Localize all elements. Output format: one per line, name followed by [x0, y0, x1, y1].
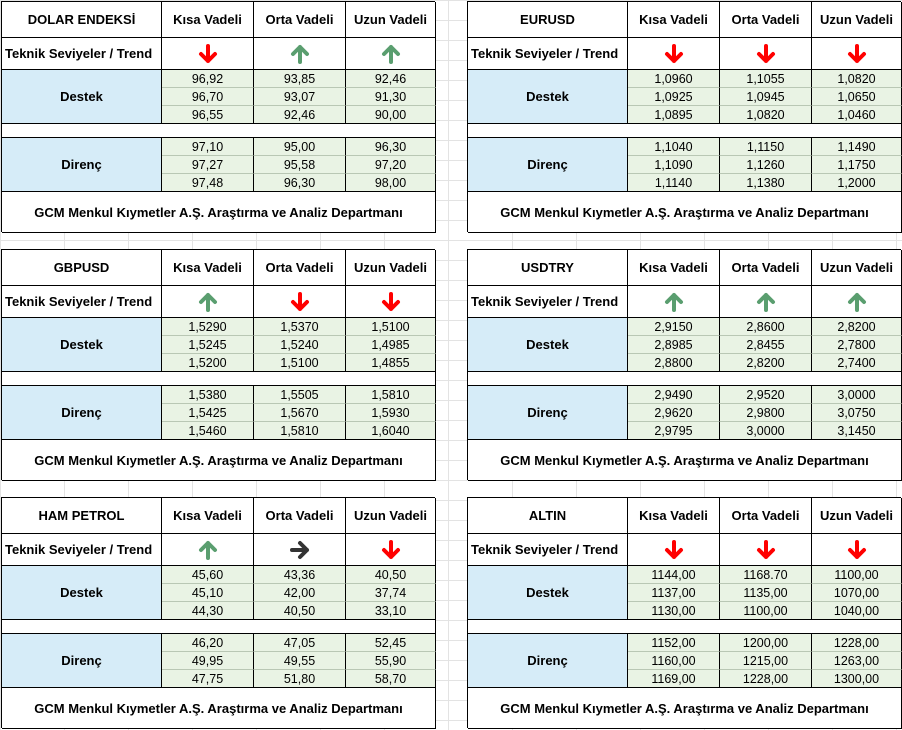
resistance-label: Direnç: [468, 386, 628, 440]
resistance-value: 2,9620: [628, 404, 720, 422]
resistance-value: 1,5810: [346, 386, 436, 404]
footer-note: GCM Menkul Kıymetler A.Ş. Araştırma ve Analiz Departmanı: [468, 192, 902, 233]
panel-gbpusd: [1, 249, 435, 480]
column-header: Orta Vadeli: [720, 250, 812, 286]
resistance-value: 1,1750: [812, 156, 902, 174]
resistance-value: 1263,00: [812, 652, 902, 670]
trend-cell: [162, 286, 254, 318]
resistance-value: 1169,00: [628, 670, 720, 688]
resistance-value: 1152,00: [628, 634, 720, 652]
trend-cell: [162, 534, 254, 566]
footer-note: GCM Menkul Kıymetler A.Ş. Araştırma ve Analiz Departmanı: [2, 192, 436, 233]
resistance-label: Direnç: [2, 386, 162, 440]
resistance-value: 1,5505: [254, 386, 346, 404]
support-value: 90,00: [346, 106, 436, 124]
resistance-value: 97,10: [162, 138, 254, 156]
trend-label: Teknik Seviyeler / Trend: [468, 38, 628, 70]
arrow-down-icon: [380, 291, 402, 313]
resistance-value: 51,80: [254, 670, 346, 688]
trend-label: Teknik Seviyeler / Trend: [2, 534, 162, 566]
resistance-value: 1,6040: [346, 422, 436, 440]
support-value: 37,74: [346, 584, 436, 602]
arrow-down-icon: [846, 539, 868, 561]
trend-cell: [628, 534, 720, 566]
resistance-value: 47,05: [254, 634, 346, 652]
support-value: 1070,00: [812, 584, 902, 602]
arrow-down-icon: [846, 43, 868, 65]
trend-cell: [812, 534, 902, 566]
column-header: Uzun Vadeli: [812, 498, 902, 534]
arrow-up-icon: [197, 291, 219, 313]
support-value: 1,4855: [346, 354, 436, 372]
support-value: 1,0960: [628, 70, 720, 88]
support-value: 1135,00: [720, 584, 812, 602]
column-header: Uzun Vadeli: [812, 250, 902, 286]
resistance-value: 1,5380: [162, 386, 254, 404]
footer-note: GCM Menkul Kıymetler A.Ş. Araştırma ve Analiz Departmanı: [2, 688, 436, 729]
resistance-value: 1,5460: [162, 422, 254, 440]
resistance-value: 1228,00: [812, 634, 902, 652]
trend-label: Teknik Seviyeler / Trend: [468, 286, 628, 318]
support-value: 1,0895: [628, 106, 720, 124]
arrow-up-icon: [755, 291, 777, 313]
trend-cell: [628, 38, 720, 70]
resistance-value: 1215,00: [720, 652, 812, 670]
support-value: 1168.70: [720, 566, 812, 584]
resistance-value: 3,0750: [812, 404, 902, 422]
support-value: 93,85: [254, 70, 346, 88]
resistance-value: 1,1040: [628, 138, 720, 156]
support-value: 1,5100: [254, 354, 346, 372]
column-header: Uzun Vadeli: [346, 2, 436, 38]
support-value: 1100,00: [720, 602, 812, 620]
support-label: Destek: [2, 318, 162, 372]
support-value: 45,60: [162, 566, 254, 584]
trend-label: Teknik Seviyeler / Trend: [2, 38, 162, 70]
trend-label: Teknik Seviyeler / Trend: [2, 286, 162, 318]
column-header: Uzun Vadeli: [812, 2, 902, 38]
support-value: 1144,00: [628, 566, 720, 584]
support-value: 43,36: [254, 566, 346, 584]
support-value: 44,30: [162, 602, 254, 620]
resistance-value: 2,9520: [720, 386, 812, 404]
spacer-row: [2, 620, 436, 634]
trend-cell: [346, 286, 436, 318]
support-value: 1040,00: [812, 602, 902, 620]
arrow-up-icon: [289, 43, 311, 65]
resistance-value: 1228,00: [720, 670, 812, 688]
resistance-value: 96,30: [346, 138, 436, 156]
trend-label: Teknik Seviyeler / Trend: [468, 534, 628, 566]
resistance-value: 2,9800: [720, 404, 812, 422]
resistance-value: 1,2000: [812, 174, 902, 192]
spacer-row: [468, 372, 902, 386]
trend-cell: [812, 38, 902, 70]
resistance-value: 49,55: [254, 652, 346, 670]
support-value: 1,5290: [162, 318, 254, 336]
panel-title: GBPUSD: [2, 250, 162, 286]
panel-title: USDTRY: [468, 250, 628, 286]
resistance-value: 52,45: [346, 634, 436, 652]
support-value: 92,46: [254, 106, 346, 124]
support-value: 33,10: [346, 602, 436, 620]
resistance-value: 2,9795: [628, 422, 720, 440]
support-value: 2,8200: [720, 354, 812, 372]
resistance-value: 47,75: [162, 670, 254, 688]
arrow-down-icon: [663, 43, 685, 65]
resistance-value: 1,5810: [254, 422, 346, 440]
resistance-value: 1,5670: [254, 404, 346, 422]
support-value: 45,10: [162, 584, 254, 602]
support-value: 1,5100: [346, 318, 436, 336]
support-value: 1,5200: [162, 354, 254, 372]
support-value: 92,46: [346, 70, 436, 88]
support-value: 1,0820: [812, 70, 902, 88]
footer-note: GCM Menkul Kıymetler A.Ş. Araştırma ve Analiz Departmanı: [468, 440, 902, 481]
support-value: 1100,00: [812, 566, 902, 584]
trend-cell: [720, 534, 812, 566]
support-value: 1,5240: [254, 336, 346, 354]
arrow-down-icon: [289, 291, 311, 313]
spacer-row: [2, 124, 436, 138]
panel-title: ALTIN: [468, 498, 628, 534]
spacer-row: [468, 124, 902, 138]
column-header: Uzun Vadeli: [346, 250, 436, 286]
support-value: 2,8600: [720, 318, 812, 336]
footer-note: GCM Menkul Kıymetler A.Ş. Araştırma ve Analiz Departmanı: [468, 688, 902, 729]
resistance-value: 46,20: [162, 634, 254, 652]
footer-note: GCM Menkul Kıymetler A.Ş. Araştırma ve Analiz Departmanı: [2, 440, 436, 481]
support-value: 40,50: [346, 566, 436, 584]
resistance-value: 55,90: [346, 652, 436, 670]
arrow-up-icon: [197, 539, 219, 561]
column-header: Orta Vadeli: [254, 250, 346, 286]
trend-cell: [162, 38, 254, 70]
column-header: Kısa Vadeli: [162, 250, 254, 286]
resistance-value: 1,1380: [720, 174, 812, 192]
support-label: Destek: [468, 318, 628, 372]
arrow-up-icon: [846, 291, 868, 313]
resistance-value: 95,58: [254, 156, 346, 174]
column-header: Orta Vadeli: [720, 498, 812, 534]
resistance-value: 2,9490: [628, 386, 720, 404]
support-value: 2,8200: [812, 318, 902, 336]
support-value: 1,1055: [720, 70, 812, 88]
support-value: 96,55: [162, 106, 254, 124]
support-value: 1130,00: [628, 602, 720, 620]
column-header: Kısa Vadeli: [628, 498, 720, 534]
arrow-down-icon: [380, 539, 402, 561]
column-header: Orta Vadeli: [254, 498, 346, 534]
support-value: 40,50: [254, 602, 346, 620]
support-value: 1,0460: [812, 106, 902, 124]
support-value: 91,30: [346, 88, 436, 106]
resistance-label: Direnç: [2, 138, 162, 192]
arrow-down-icon: [755, 43, 777, 65]
support-value: 2,8455: [720, 336, 812, 354]
resistance-value: 1,1150: [720, 138, 812, 156]
resistance-value: 1,1090: [628, 156, 720, 174]
column-header: Orta Vadeli: [254, 2, 346, 38]
support-value: 1,4985: [346, 336, 436, 354]
panel-title: HAM PETROL: [2, 498, 162, 534]
support-value: 93,07: [254, 88, 346, 106]
support-label: Destek: [2, 70, 162, 124]
resistance-value: 95,00: [254, 138, 346, 156]
panel-eurusd: [467, 1, 901, 232]
resistance-value: 1160,00: [628, 652, 720, 670]
spacer-row: [2, 372, 436, 386]
support-value: 1,5370: [254, 318, 346, 336]
resistance-value: 1,5930: [346, 404, 436, 422]
resistance-value: 58,70: [346, 670, 436, 688]
support-value: 96,92: [162, 70, 254, 88]
trend-cell: [720, 286, 812, 318]
support-label: Destek: [468, 566, 628, 620]
trend-cell: [346, 38, 436, 70]
resistance-value: 1,5425: [162, 404, 254, 422]
panel-title: DOLAR ENDEKSİ: [2, 2, 162, 38]
resistance-value: 97,20: [346, 156, 436, 174]
column-header: Kısa Vadeli: [162, 2, 254, 38]
resistance-value: 1,1490: [812, 138, 902, 156]
resistance-value: 97,27: [162, 156, 254, 174]
column-header: Uzun Vadeli: [346, 498, 436, 534]
panel-ham-petrol: [1, 497, 435, 728]
support-value: 2,8800: [628, 354, 720, 372]
arrow-up-icon: [663, 291, 685, 313]
arrow-down-icon: [197, 43, 219, 65]
arrow-down-icon: [755, 539, 777, 561]
support-value: 42,00: [254, 584, 346, 602]
support-value: 2,8985: [628, 336, 720, 354]
column-header: Orta Vadeli: [720, 2, 812, 38]
support-value: 96,70: [162, 88, 254, 106]
support-label: Destek: [2, 566, 162, 620]
arrow-right-icon: [289, 539, 311, 561]
resistance-label: Direnç: [2, 634, 162, 688]
resistance-value: 3,0000: [720, 422, 812, 440]
trend-cell: [812, 286, 902, 318]
resistance-label: Direnç: [468, 634, 628, 688]
trend-cell: [254, 38, 346, 70]
panel-dolar-endeksi-: [1, 1, 435, 232]
trend-cell: [254, 286, 346, 318]
column-header: Kısa Vadeli: [628, 250, 720, 286]
resistance-value: 1200,00: [720, 634, 812, 652]
resistance-value: 97,48: [162, 174, 254, 192]
trend-cell: [346, 534, 436, 566]
support-value: 1137,00: [628, 584, 720, 602]
resistance-value: 96,30: [254, 174, 346, 192]
panel-usdtry: [467, 249, 901, 480]
resistance-value: 98,00: [346, 174, 436, 192]
trend-cell: [254, 534, 346, 566]
support-label: Destek: [468, 70, 628, 124]
trend-cell: [720, 38, 812, 70]
resistance-value: 1,1260: [720, 156, 812, 174]
support-value: 1,0925: [628, 88, 720, 106]
support-value: 1,0820: [720, 106, 812, 124]
panel-title: EURUSD: [468, 2, 628, 38]
resistance-value: 49,95: [162, 652, 254, 670]
arrow-down-icon: [663, 539, 685, 561]
support-value: 1,0650: [812, 88, 902, 106]
resistance-value: 1300,00: [812, 670, 902, 688]
support-value: 2,9150: [628, 318, 720, 336]
support-value: 1,5245: [162, 336, 254, 354]
support-value: 1,0945: [720, 88, 812, 106]
panel-altin: [467, 497, 901, 728]
trend-cell: [628, 286, 720, 318]
support-value: 2,7400: [812, 354, 902, 372]
resistance-value: 1,1140: [628, 174, 720, 192]
resistance-value: 3,1450: [812, 422, 902, 440]
resistance-label: Direnç: [468, 138, 628, 192]
spacer-row: [468, 620, 902, 634]
arrow-up-icon: [380, 43, 402, 65]
support-value: 2,7800: [812, 336, 902, 354]
column-header: Kısa Vadeli: [628, 2, 720, 38]
column-header: Kısa Vadeli: [162, 498, 254, 534]
resistance-value: 3,0000: [812, 386, 902, 404]
